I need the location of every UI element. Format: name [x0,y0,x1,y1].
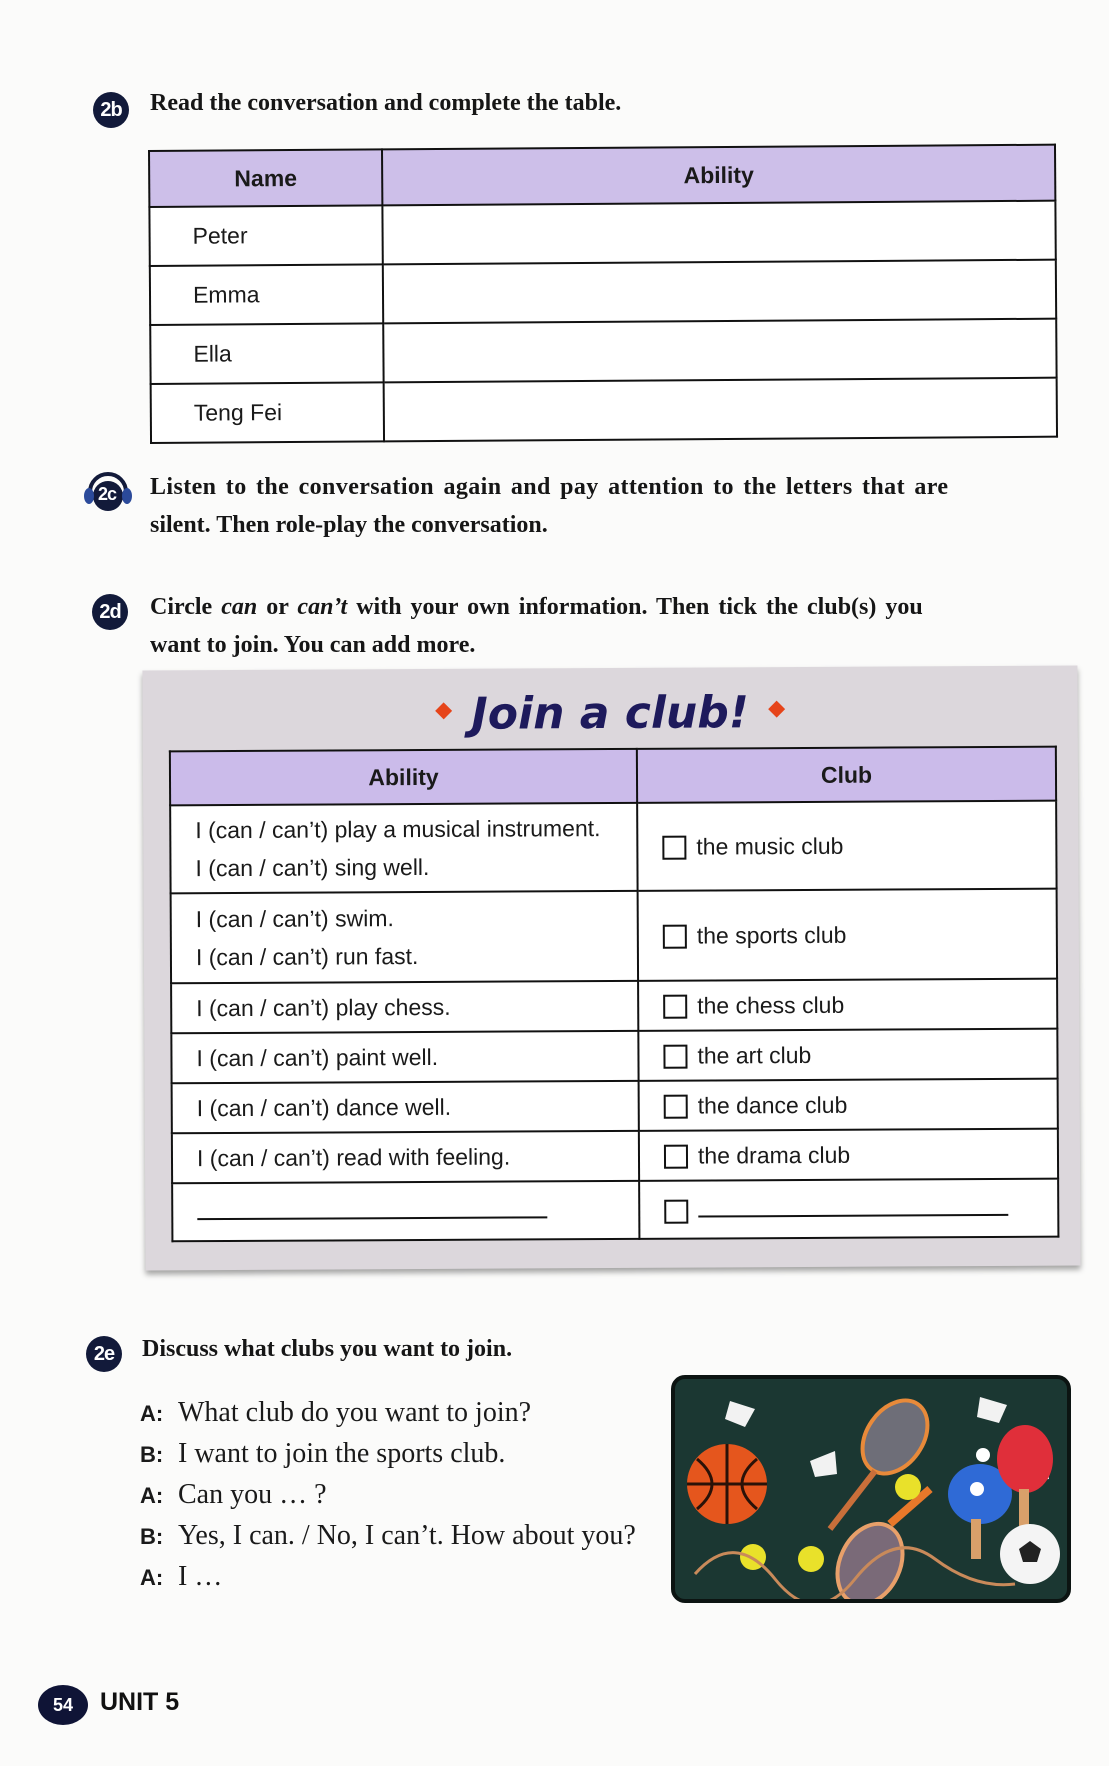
table-row [171,1029,1057,1084]
instruction-2e: Discuss what clubs you want to join. [142,1336,513,1362]
speaker-label: B: [140,1442,164,1467]
instruction-2d-text-2: with your own information. Then tick the club(s) you [347,594,923,620]
basketball-icon [687,1444,767,1524]
speaker-label: A: [140,1565,164,1590]
club-label: the drama club [697,1141,851,1169]
name-ability-table [148,144,1058,444]
ability-statement[interactable]: I (can / can’t) paint well. [196,1043,439,1072]
ability-statement[interactable]: I (can / can’t) run fast. [195,943,419,971]
table-row [171,889,1057,984]
club-cell [637,801,1056,891]
checkbox-dance-club[interactable] [664,1095,688,1119]
club-label: the art club [697,1041,812,1069]
ability-statement[interactable]: I (can / can’t) play a musical instrument. [195,815,601,844]
ability-statement[interactable]: I (can / can’t) swim. [195,905,394,933]
page-number-badge: 54 [38,1685,88,1725]
dialogue-line [140,1392,636,1433]
dialogue-text: Yes, I can. / No, I can’t. How about you? [178,1520,636,1551]
unit-label: UNIT 5 [100,1688,180,1716]
name-cell: Teng Fei [151,382,384,443]
instruction-2b: Read the conversation and complete the table. [150,90,622,116]
speaker-label: A: [140,1401,164,1426]
table-row-blank [172,1179,1058,1242]
dialogue-line [140,1556,636,1597]
club-blank-line[interactable] [698,1194,1008,1218]
dialogue-text: I want to join the sports club. [178,1438,506,1469]
dialogue-line [140,1433,636,1474]
club-label: the sports club [696,921,847,949]
speaker-label: B: [140,1524,164,1549]
checkbox-other-club[interactable] [664,1200,688,1224]
diamond-icon [435,702,452,719]
header-ability: Ability [170,749,637,805]
ability-statement[interactable]: I (can / can’t) dance well. [196,1093,452,1122]
exercise-badge-2b: 2b [93,92,129,128]
dialogue-text: What club do you want to join? [178,1397,532,1428]
table-row [171,979,1057,1034]
club-cell [639,1079,1058,1131]
dialogue-text: Can you … ? [178,1479,327,1510]
table-row [150,319,1056,384]
dialogue-line [140,1515,636,1556]
instruction-2c [150,468,1070,544]
ability-cell [171,891,638,983]
checkbox-music-club[interactable] [662,836,686,860]
soccer-ball-icon [1000,1524,1060,1584]
sports-equipment-illustration [671,1375,1071,1603]
instruction-2c-line2: silent. Then role-play the conversation. [150,512,548,538]
header-ability: Ability [382,145,1055,206]
instruction-2c-line1: Listen to the conversation again and pay attention to the letters that are [150,474,949,500]
instruction-cant: can’t [297,594,348,620]
speaker-label: A: [140,1483,164,1508]
ability-statement[interactable]: I (can / can’t) sing well. [195,853,430,882]
ability-input-cell[interactable] [384,378,1057,442]
exercise-badge-2d: 2d [92,594,128,630]
checkbox-chess-club[interactable] [663,995,687,1019]
ability-blank-line[interactable] [197,1196,547,1220]
club-label: the dance club [697,1091,848,1119]
table-row [149,201,1055,266]
club-cell [638,979,1057,1031]
diamond-icon [768,701,785,718]
exercise-badge-2c: 2c [97,483,117,504]
instruction-2d-text: Circle [150,594,222,620]
club-cell [639,1129,1058,1181]
club-label: the music club [696,832,844,860]
header-club: Club [637,747,1056,803]
checkbox-art-club[interactable] [663,1045,687,1069]
badminton-racket-icon [830,1388,941,1529]
checkbox-sports-club[interactable] [663,925,687,949]
instruction-can: can [221,594,258,620]
ability-input-cell[interactable] [383,260,1056,324]
panel-title [143,686,1078,742]
exercise-badge-2e: 2e [86,1336,122,1372]
dialogue-text: I … [178,1561,223,1592]
instruction-2d-line2: want to join. You can add more. [150,632,476,658]
table-row [151,378,1057,443]
checkbox-drama-club[interactable] [664,1145,688,1169]
ability-input-cell[interactable] [382,201,1055,265]
ability-cell [172,1081,639,1133]
join-a-club-panel [142,666,1080,1271]
table-row [172,1079,1058,1134]
table-row [170,801,1056,894]
club-table [169,746,1060,1243]
ability-cell [170,803,637,893]
instruction-or: or [257,594,298,620]
panel-title-text: Join a club! [471,687,749,740]
table-row [172,1129,1058,1184]
dialogue [140,1392,636,1597]
tennis-racket-icon [825,1489,930,1599]
dialogue-line [140,1474,636,1515]
ability-cell [171,981,638,1033]
ability-cell [172,1181,639,1241]
table-row [150,260,1056,325]
instruction-2d [150,588,1070,664]
name-cell: Emma [150,264,383,325]
name-cell: Ella [150,323,383,384]
ability-statement[interactable]: I (can / can’t) read with feeling. [196,1143,511,1172]
ability-cell [172,1131,639,1183]
club-cell [638,889,1057,981]
name-cell: Peter [149,205,382,266]
club-cell [638,1029,1057,1081]
header-name: Name [149,149,382,207]
ability-input-cell[interactable] [383,319,1056,383]
ability-cell [171,1031,638,1083]
ability-statement[interactable]: I (can / can’t) play chess. [196,993,451,1022]
club-label: the chess club [697,991,845,1019]
club-cell [639,1179,1058,1239]
